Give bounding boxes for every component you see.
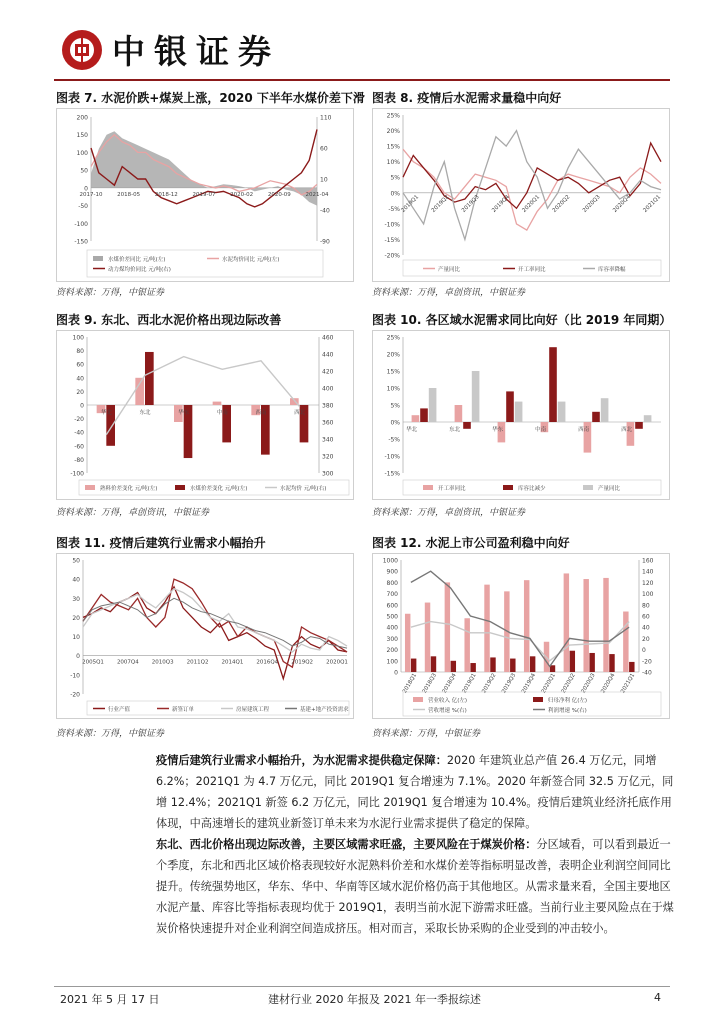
x-tick-label: 2018Q1 xyxy=(401,672,419,695)
x-tick-label: 华北 xyxy=(406,427,418,433)
y-tick-label-left: 10% xyxy=(386,385,400,393)
y-tick-label-left: 0 xyxy=(80,402,84,410)
x-tick-label: 2019Q1 xyxy=(461,672,478,695)
legend-label: 行业产值 xyxy=(108,707,131,713)
bar-operating-rate xyxy=(455,405,463,422)
chart-figure-7 xyxy=(56,108,354,282)
x-tick-label: 2019Q4 xyxy=(491,194,511,214)
line-inventory xyxy=(403,131,661,240)
x-tick-label: 2021-04 xyxy=(305,191,329,198)
chart-figure-11 xyxy=(56,553,354,719)
y-tick-label-left: 100 xyxy=(76,149,88,157)
x-tick-label: 2019Q2 xyxy=(291,659,314,666)
legend-label: 利润增速 %(右) xyxy=(548,708,587,714)
legend-label: 库容率降幅 xyxy=(598,267,626,273)
y-tick-label-right: -20 xyxy=(642,658,652,666)
bar-operating-rate xyxy=(412,415,420,422)
bar-net-profit xyxy=(431,656,436,672)
bar-clinker-spread xyxy=(135,378,144,405)
y-tick-label-left: 0 xyxy=(76,653,80,661)
figure-11-source: 资料来源：万得，中银证券 xyxy=(56,729,165,739)
y-tick-label-right: -40 xyxy=(642,669,652,677)
y-tick-label-left: 200 xyxy=(76,114,88,122)
x-tick-label: 2021Q1 xyxy=(620,672,637,695)
x-tick-label: 东北 xyxy=(449,427,461,433)
y-tick-label-left: 20% xyxy=(386,128,400,136)
y-tick-label-left: 100 xyxy=(386,658,398,666)
figure-12-title: 图表 12. 水泥上市公司盈利稳中向好 xyxy=(372,536,570,550)
legend-swatch xyxy=(583,485,593,490)
bar-net-profit xyxy=(411,659,416,672)
y-tick-label-left: 10 xyxy=(72,634,80,642)
bar-inventory xyxy=(506,391,514,422)
bar-revenue xyxy=(464,618,469,672)
x-tick-label: 2020Q1 xyxy=(521,194,542,214)
y-tick-label-right: 320 xyxy=(322,453,334,461)
y-tick-label-left: 0 xyxy=(394,669,398,677)
page-number: 4 xyxy=(654,991,661,1004)
y-tick-label-left: 100 xyxy=(72,334,84,342)
y-tick-label-left: 20 xyxy=(76,388,84,396)
x-tick-label: 2010Q3 xyxy=(151,659,174,666)
x-tick-label: 2019-07 xyxy=(192,191,216,198)
y-tick-label-right: 460 xyxy=(322,334,334,342)
x-tick-label: 华东 xyxy=(492,427,504,433)
bar-net-profit xyxy=(470,663,475,672)
y-tick-label-left: 1000 xyxy=(382,557,398,565)
legend-label: 熟料价差变化 元/吨(左) xyxy=(100,486,158,492)
y-tick-label-right: 100 xyxy=(642,591,654,599)
figure-8-source: 资料来源：万得，卓创资讯，中银证券 xyxy=(372,288,526,298)
y-tick-label-left: 0% xyxy=(390,190,400,198)
bar-operating-rate xyxy=(627,422,635,446)
y-tick-label-right: 140 xyxy=(642,568,654,576)
x-tick-label: 西北 xyxy=(294,410,306,416)
x-tick-label: 2005Q1 xyxy=(82,659,104,666)
legend-label: 开工率同比 xyxy=(518,267,546,273)
y-tick-label-left: 30 xyxy=(72,595,80,603)
x-tick-label: 华东 xyxy=(178,410,190,416)
bar-inventory xyxy=(549,347,557,422)
y-tick-label-left: 150 xyxy=(76,132,88,140)
y-tick-label-left: 15% xyxy=(386,368,400,376)
y-tick-label-right: 340 xyxy=(322,436,334,444)
y-tick-label-left: 25% xyxy=(386,334,400,342)
x-tick-label: 西南 xyxy=(255,410,267,416)
legend-swatch xyxy=(423,485,433,490)
bar-net-profit xyxy=(530,656,535,672)
legend-label: 新签订单 xyxy=(172,707,195,713)
y-tick-label-left: -10% xyxy=(384,453,400,461)
y-tick-label-left: 40 xyxy=(72,576,80,584)
line-new-orders xyxy=(83,579,347,667)
footer-title: 建材行业 2020 年报及 2021 年一季报综述 xyxy=(268,993,481,1006)
y-tick-label-left: 5% xyxy=(390,174,400,182)
x-tick-label: 中南 xyxy=(535,427,547,433)
y-tick-label-left: -10 xyxy=(70,672,80,680)
y-tick-label-right: 20 xyxy=(642,635,650,643)
x-tick-label: 2018-05 xyxy=(117,191,141,198)
x-tick-label: 2014Q1 xyxy=(221,659,244,666)
figure-7-source: 资料来源：万得，中银证券 xyxy=(56,288,165,298)
x-tick-label: 2020Q4 xyxy=(612,194,632,214)
y-tick-label-left: 0 xyxy=(84,185,88,193)
x-tick-label: 2020-09 xyxy=(267,191,291,198)
bar-coal-spread xyxy=(145,352,154,405)
bar-revenue xyxy=(425,603,430,672)
y-tick-label-right: 300 xyxy=(322,470,334,478)
bar-net-profit xyxy=(570,651,575,672)
body-text xyxy=(156,750,676,939)
y-tick-label-left: 700 xyxy=(386,591,398,599)
y-tick-label-left: -50 xyxy=(78,203,88,211)
bar-net-profit xyxy=(451,661,456,672)
x-tick-label: 2018Q3 xyxy=(421,672,438,695)
y-tick-label-left: 50 xyxy=(80,167,88,175)
x-tick-label: 2020Q3 xyxy=(581,194,602,214)
legend-label: 开工率同比 xyxy=(438,486,466,492)
y-tick-label-right: -90 xyxy=(320,238,330,246)
figure-10-source: 资料来源：万得，卓创资讯，中银证券 xyxy=(372,508,526,518)
figure-9-source: 资料来源：万得，卓创资讯，中银证券 xyxy=(56,508,210,518)
x-tick-label: 西南 xyxy=(578,427,590,433)
figure-12-source: 资料来源：万得，中银证券 xyxy=(372,729,481,739)
legend-swatch xyxy=(533,697,543,702)
bar-inventory xyxy=(463,422,471,429)
y-tick-label-left: 50 xyxy=(72,557,80,565)
bar-revenue xyxy=(524,580,529,672)
bar-output xyxy=(472,371,480,422)
legend-label: 营收增速 %(右) xyxy=(428,708,467,714)
figure-7-title: 图表 7. 水泥价跌+煤炭上涨，2020 下半年水煤价差下滑 xyxy=(56,91,365,105)
legend-label: 水煤价差同比 元/吨(左) xyxy=(108,257,166,263)
bar-revenue xyxy=(445,582,450,672)
figure-10-title: 图表 10. 各区域水泥需求同比向好（比 2019 年同期） xyxy=(372,313,672,327)
y-tick-label-right: 60 xyxy=(642,613,650,621)
y-tick-label-right: 110 xyxy=(320,114,332,122)
y-tick-label-right: 80 xyxy=(642,602,650,610)
y-tick-label-right: 0 xyxy=(642,647,646,655)
bar-output xyxy=(515,402,523,422)
y-tick-label-left: 200 xyxy=(386,647,398,655)
footer-date: 2021 年 5 月 17 日 xyxy=(60,993,160,1006)
legend-label: 库容比减少 xyxy=(518,486,546,492)
legend-label: 营业收入 亿(左) xyxy=(428,698,468,704)
y-tick-label-left: -150 xyxy=(74,238,88,246)
figure-11-title: 图表 11. 疫情后建筑行业需求小幅抬升 xyxy=(56,536,266,550)
y-tick-label-left: 400 xyxy=(386,624,398,632)
legend-swatch xyxy=(503,485,513,490)
x-tick-label: 2020Q3 xyxy=(580,672,597,695)
paragraph-1 xyxy=(156,750,676,834)
legend-label: 产量同比 xyxy=(438,267,461,273)
x-tick-label: 2019Q2 xyxy=(430,194,451,214)
y-tick-label-left: 0% xyxy=(390,419,400,427)
y-tick-label-left: -40 xyxy=(74,429,84,437)
chart-figure-10 xyxy=(372,330,670,500)
y-tick-label-right: 10 xyxy=(320,176,328,184)
legend-label: 水泥均价同比 元/吨(左) xyxy=(222,257,280,263)
y-tick-label-right: 380 xyxy=(322,402,334,410)
y-tick-label-left: -15% xyxy=(384,470,400,478)
bar-net-profit xyxy=(629,662,634,672)
chart-figure-8 xyxy=(372,108,670,282)
legend-swatch xyxy=(413,697,423,702)
x-tick-label: 东北 xyxy=(139,410,151,416)
y-tick-label-left: -60 xyxy=(74,443,84,451)
legend-label: 基建+地产投资需求 xyxy=(300,707,349,713)
paragraph-1-text: 2020 年建筑业总产值 26.4 万亿元，同增 6.2%；2021Q1 为 4.7 万亿元，同比 2019Q1 复合增速为 7.1%。2020 年新签合同 32.5 万亿元，同增 12.4%；2021Q1 新签 6.2 万亿元，同比 2019Q1 复合增速为 10.4%。疫情后建筑业经济托底作用体现，中高速增长的建筑业新签订单未来为水泥行业需求提供了稳定的保障。 xyxy=(156,754,674,830)
y-tick-label-left: 10% xyxy=(386,159,400,167)
chart-figure-9 xyxy=(56,330,354,500)
line-profit-growth xyxy=(411,571,629,666)
y-tick-label-left: 40 xyxy=(76,375,84,383)
y-tick-label-right: 60 xyxy=(320,145,328,153)
y-tick-label-left: -100 xyxy=(74,220,88,228)
x-tick-label: 中南 xyxy=(216,410,228,416)
bar-revenue xyxy=(484,585,489,672)
y-tick-label-left: 900 xyxy=(386,568,398,576)
chart-figure-12 xyxy=(372,553,670,719)
bar-net-profit xyxy=(589,653,594,672)
x-tick-label: 2019Q1 xyxy=(400,194,421,214)
x-tick-label: 2007Q4 xyxy=(116,659,139,666)
x-tick-label: 2020Q4 xyxy=(600,672,617,695)
x-tick-label: 2021Q1 xyxy=(642,194,663,214)
x-tick-label: 华北 xyxy=(100,410,112,416)
legend-label: 归母净利 亿(左) xyxy=(548,698,588,704)
legend-label: 房屋建筑工程 xyxy=(236,707,270,713)
y-tick-label-left: 60 xyxy=(76,361,84,369)
bar-revenue xyxy=(603,578,608,672)
figure-8-title: 图表 8. 疫情后水泥需求量稳中向好 xyxy=(372,91,562,105)
paragraph-2-lead: 东北、西北价格出现边际改善，主要区域需求旺盛，主要风险在于煤炭价格： xyxy=(156,838,537,851)
line-building-works xyxy=(83,589,347,652)
bar-output xyxy=(601,398,609,422)
bar-revenue xyxy=(564,573,569,672)
y-tick-label-left: 25% xyxy=(386,112,400,120)
y-tick-label-right: 360 xyxy=(322,419,334,427)
bar-inventory xyxy=(635,422,643,429)
y-tick-label-left: -10% xyxy=(384,221,400,229)
header-divider xyxy=(54,79,670,81)
legend-swatch xyxy=(85,485,95,490)
y-tick-label-right: 160 xyxy=(642,557,654,565)
x-tick-label: 2019Q3 xyxy=(501,672,518,695)
y-tick-label-left: 15% xyxy=(386,143,400,151)
x-tick-label: 2020Q1 xyxy=(326,659,348,666)
y-tick-label-right: 120 xyxy=(642,579,654,587)
legend-label: 水煤价差变化 元/吨(左) xyxy=(190,486,248,492)
y-tick-label-left: 800 xyxy=(386,579,398,587)
y-tick-label-left: -20 xyxy=(70,691,80,699)
y-tick-label-left: 600 xyxy=(386,602,398,610)
bar-inventory xyxy=(592,412,600,422)
x-tick-label: 2020-02 xyxy=(230,191,254,198)
paragraph-2 xyxy=(156,834,676,939)
bar-output xyxy=(558,402,566,422)
legend-swatch xyxy=(93,256,103,261)
paragraph-1-lead: 疫情后建筑行业需求小幅抬升，为水泥需求提供稳定保障： xyxy=(156,754,447,767)
x-tick-label: 2020Q2 xyxy=(560,672,577,695)
bar-net-profit xyxy=(510,659,515,672)
y-tick-label-left: -20% xyxy=(384,252,400,260)
bank-logo-icon xyxy=(60,28,104,72)
x-tick-label: 2019Q2 xyxy=(481,672,498,695)
legend-label: 产量同比 xyxy=(598,486,621,492)
y-tick-label-left: -5% xyxy=(388,205,400,213)
bar-clinker-spread xyxy=(213,402,222,405)
line-output xyxy=(403,149,661,230)
y-tick-label-left: -20 xyxy=(74,416,84,424)
y-tick-label-left: -100 xyxy=(70,470,84,478)
bar-inventory xyxy=(420,408,428,422)
legend-label: 动力煤均价同比 元/吨(右) xyxy=(108,267,171,273)
y-tick-label-left: 5% xyxy=(390,402,400,410)
line-cement-price xyxy=(106,357,299,435)
y-tick-label-left: 500 xyxy=(386,613,398,621)
y-tick-label-right: 420 xyxy=(322,368,334,376)
y-tick-label-right: -40 xyxy=(320,207,330,215)
y-tick-label-right: 40 xyxy=(642,624,650,632)
y-tick-label-left: 300 xyxy=(386,635,398,643)
line-infra-property xyxy=(83,598,347,648)
x-tick-label: 2017-10 xyxy=(79,191,103,198)
footer-divider xyxy=(54,986,670,987)
bar-net-profit xyxy=(609,654,614,672)
x-tick-label: 2018-12 xyxy=(154,191,178,198)
x-tick-label: 2019Q3 xyxy=(460,194,481,214)
bar-output xyxy=(429,388,437,422)
x-tick-label: 西北 xyxy=(621,427,633,433)
bar-revenue xyxy=(583,579,588,672)
y-tick-label-left: -15% xyxy=(384,236,400,244)
x-tick-label: 2016Q4 xyxy=(256,659,279,666)
x-tick-label: 2018Q4 xyxy=(441,672,458,695)
y-tick-label-left: -5% xyxy=(388,436,400,444)
y-tick-label-right: 400 xyxy=(322,385,334,393)
bar-output xyxy=(644,415,652,422)
legend-label: 水泥均价 元/吨(右) xyxy=(280,486,327,492)
figure-9-title: 图表 9. 东北、西北水泥价格出现边际改善 xyxy=(56,313,282,327)
x-tick-label: 2020Q2 xyxy=(551,194,572,214)
y-tick-label-left: -80 xyxy=(74,456,84,464)
y-tick-label-left: 20 xyxy=(72,614,80,622)
y-tick-label-left: 80 xyxy=(76,348,84,356)
y-tick-label-right: 440 xyxy=(322,351,334,359)
x-tick-label: 2011Q2 xyxy=(186,659,209,666)
paragraph-2-text: 分区域看，可以看到最近一个季度，东北和西北区域价格表现较好水泥熟料价差和水煤价差等指标明显改善，表明企业利润空间同比提升。传统强势地区，华东、华中、华南等区域水泥价格仍高于其他地区。从需求量来看，全国主要地区水泥产量、库容比等指标表现均优于 2019Q1，表明当前水泥下游需求旺盛。当前行业主要风险点在于煤炭价格快速提升对企业利润空间造成挤压。相对而言，采取长协采购的企业受到的冲击较小。 xyxy=(156,838,674,935)
legend-swatch xyxy=(175,485,185,490)
brand-name: 中银证券 xyxy=(112,32,280,71)
bar-revenue xyxy=(405,614,410,672)
x-tick-label: 2020Q1 xyxy=(540,672,557,695)
bar-revenue xyxy=(623,612,628,672)
bar-net-profit xyxy=(490,657,495,672)
x-tick-label: 2019Q4 xyxy=(520,672,538,695)
y-tick-label-left: 20% xyxy=(386,351,400,359)
